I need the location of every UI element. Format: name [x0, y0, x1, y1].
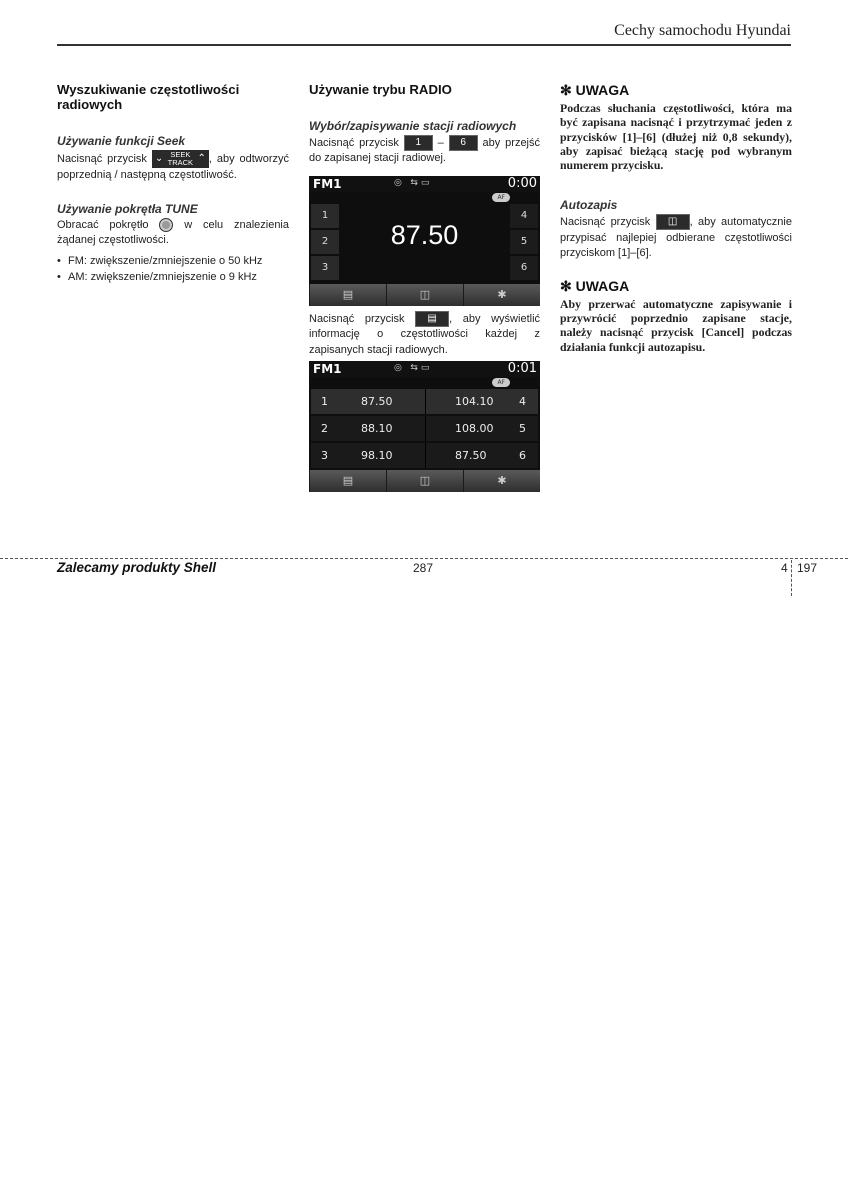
- running-header: Cechy samochodu Hyundai: [614, 22, 791, 39]
- section-heading: Używanie trybu RADIO: [309, 82, 452, 97]
- gear-icon: ✱: [463, 470, 540, 492]
- preset-paragraph: Nacisnąć przycisk 1 – 6 aby przejść do zapisanej stacji radiowej.: [309, 136, 541, 165]
- preset-button: 2: [311, 230, 339, 254]
- footer-divider: [791, 560, 792, 596]
- radio-list-icon: ▤: [309, 470, 386, 492]
- chevron-up-icon: ⌃: [197, 153, 206, 164]
- page-number: 287: [413, 561, 434, 575]
- footer-rule: [0, 558, 848, 559]
- table-row: 3 98.10 87.50 6: [311, 443, 538, 468]
- preset-button: 3: [311, 256, 339, 280]
- section-number: 4: [781, 561, 788, 575]
- tune-subheading: Używanie pokrętła TUNE: [57, 201, 198, 216]
- af-badge: AF: [492, 378, 510, 387]
- status-icons: ◎ ⇆ ▭: [394, 178, 430, 188]
- softkey-bar: [309, 284, 540, 306]
- header-rule: [57, 44, 791, 46]
- tune-knob-icon: [159, 218, 173, 232]
- preset-button: 4: [510, 204, 538, 228]
- band-label: FM1: [313, 362, 342, 376]
- seek-paragraph: Nacisnąć przycisk ⌄ SEEK TRACK ⌃ , aby odtworzyć poprzednią / następną częstotliwość.: [57, 150, 290, 181]
- preset-subheading: Wybór/zapisywanie stacji radiowych: [309, 119, 517, 133]
- radio-list-icon: ▤: [309, 284, 386, 306]
- preset-button: 5: [510, 230, 538, 254]
- preset-button: 1: [311, 204, 339, 228]
- seek-track-button: ⌄ SEEK TRACK ⌃: [152, 150, 209, 168]
- band-label: FM1: [313, 177, 342, 191]
- preset-button: 6: [510, 256, 538, 280]
- autostore-icon: ◫: [386, 470, 463, 492]
- list-item: • AM: zwiększenie/zmniejszenie o 9 kHz: [57, 269, 289, 285]
- current-frequency: 87.50: [390, 220, 459, 250]
- preset-6-button: 6: [449, 135, 478, 151]
- preset-1-button: 1: [404, 135, 433, 151]
- column-seek-tune: [57, 82, 289, 285]
- clock: 0:00: [507, 176, 537, 191]
- clock: 0:01: [507, 361, 537, 376]
- autostore-paragraph: Nacisnąć przycisk ◫ , aby automatycznie przypisać najlepiej odbierane częstotliwości przyciskom [1]–[6].: [560, 216, 792, 260]
- section-heading: Wyszukiwanie częstotliwości radiowych: [57, 82, 240, 112]
- radio-list-button: ▤: [415, 311, 449, 327]
- note-text: Aby przerwać automatyczne zapisywanie i przywrócić poprzednio zapisane stacje, należy nacisnąć przycisk [Cancel] podczas działania funkcji autozapisu.: [560, 296, 792, 354]
- info-paragraph-wrap: [309, 311, 540, 358]
- step-list: [57, 253, 289, 285]
- table-row: 2 88.10 108.00 5: [311, 416, 538, 441]
- table-row: 1 87.50 104.10 4: [311, 389, 538, 414]
- softkey-bar: [309, 470, 540, 492]
- radio-screen-main: [309, 176, 540, 306]
- status-bar: [309, 361, 540, 377]
- gear-icon: ✱: [463, 284, 540, 306]
- status-bar: [309, 176, 540, 192]
- note-heading: ✻ UWAGA: [560, 277, 630, 294]
- tune-paragraph: Obracać pokrętło w celu znalezienia żądanej częstotliwości.: [57, 218, 289, 246]
- info-paragraph: Nacisnąć przycisk ▤ , aby wyświetlić informację o częstotliwości każdej z zapisanych stacji radiowych.: [309, 312, 541, 356]
- note-heading: ✻ UWAGA: [560, 82, 630, 98]
- autostore-button: ◫: [656, 214, 690, 230]
- column-notes: [560, 82, 792, 354]
- seek-subheading: Używanie funkcji Seek: [57, 134, 186, 148]
- af-badge: AF: [492, 193, 510, 202]
- autostore-icon: ◫: [386, 284, 463, 306]
- note-text: Podczas słuchania częstotliwości, która ma być zapisana nacisnąć i przytrzymać jeden z przycisków [1]–[6] (dłużej niż 0,8 sekundy), aby zapisać bieżącą stację pod wybranym numerem przycisku.: [560, 101, 792, 173]
- footer-note: Zalecamy produkty Shell: [57, 560, 217, 575]
- column-radio-mode: [309, 82, 540, 167]
- autostore-subheading: Autozapis: [560, 198, 618, 213]
- section-page-number: 197: [797, 561, 818, 575]
- status-icons: ◎ ⇆ ▭: [394, 363, 430, 373]
- radio-screen-list: [309, 361, 540, 492]
- chevron-down-icon: ⌄: [154, 153, 164, 164]
- list-item: • FM: zwiększenie/zmniejszenie o 50 kHz: [57, 253, 289, 269]
